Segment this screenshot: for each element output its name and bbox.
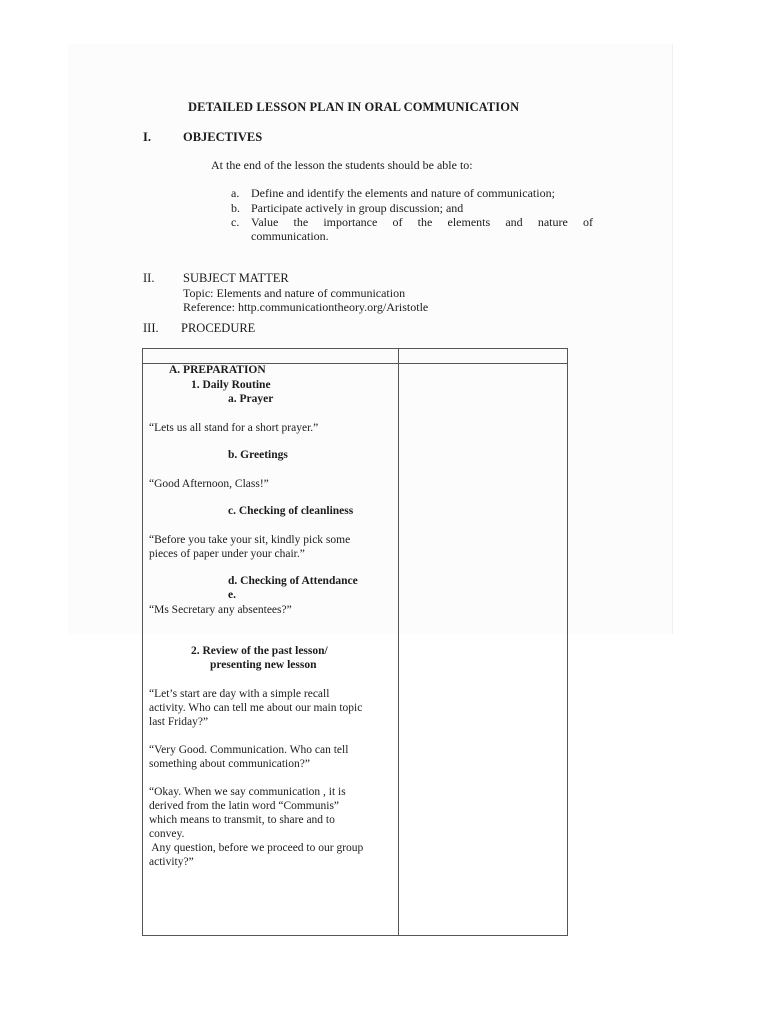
procedure-table — [142, 348, 568, 936]
objective-a-text: Define and identify the elements and nature of communication; — [251, 186, 555, 200]
attendance-line: “Ms Secretary any absentees?” — [149, 604, 292, 616]
very-good-line-2: something about communication?” — [149, 758, 310, 770]
okay-line-2: derived from the latin word “Communis” — [149, 800, 340, 812]
greetings-heading: b. Greetings — [228, 449, 288, 461]
okay-line-6: activity?” — [149, 856, 194, 868]
cleanliness-heading: c. Checking of cleanliness — [228, 505, 354, 517]
very-good-line-1: “Very Good. Communication. Who can tell — [149, 744, 349, 756]
word: of — [583, 215, 593, 229]
document-title: DETAILED LESSON PLAN IN ORAL COMMUNICATION — [188, 100, 520, 114]
okay-line-5: Any question, before we proceed to our group — [149, 842, 364, 854]
prayer-line: “Lets us all stand for a short prayer.” — [149, 422, 319, 434]
objectives-intro: At the end of the lesson the students should be able to: — [211, 158, 473, 172]
review-heading-1: 2. Review of the past lesson/ — [191, 645, 328, 657]
daily-routine-heading: 1. Daily Routine — [191, 379, 271, 391]
recall-line-1: “Let’s start are day with a simple recall — [149, 688, 330, 700]
objectives-heading: OBJECTIVES — [183, 130, 263, 144]
objectives-numeral: I. — [143, 130, 151, 144]
word: and — [505, 215, 523, 229]
subject-topic: Topic: Elements and nature of communication — [183, 286, 406, 300]
objective-c-continuation: communication. — [251, 229, 329, 243]
recall-line-2: activity. Who can tell me about our main topic — [149, 702, 363, 714]
cleanliness-line-2: pieces of paper under your chair.” — [149, 548, 305, 560]
prayer-heading: a. Prayer — [228, 393, 274, 405]
okay-line-3: which means to transmit, to share and to — [149, 814, 335, 826]
word: the — [293, 215, 309, 229]
subject-reference: Reference: http.communicationtheory.org/Aristotle — [183, 300, 429, 314]
word: elements — [447, 215, 491, 229]
word: the — [417, 215, 433, 229]
objective-b-letter: b. — [231, 201, 240, 215]
greetings-line: “Good Afternoon, Class!” — [149, 478, 269, 490]
subject-numeral: II. — [143, 271, 155, 285]
word: of — [392, 215, 403, 229]
cleanliness-line-1: “Before you take your sit, kindly pick some — [149, 534, 351, 546]
preparation-heading: A. PREPARATION — [169, 364, 266, 376]
procedure-numeral: III. — [143, 321, 159, 335]
subject-heading: SUBJECT MATTER — [183, 271, 289, 285]
objective-c-text — [251, 215, 593, 230]
column-divider — [398, 349, 399, 935]
attendance-e: e. — [228, 589, 236, 601]
okay-line-1: “Okay. When we say communication , it is — [149, 786, 346, 798]
objective-b-text: Participate actively in group discussion; and — [251, 201, 464, 215]
word: nature — [537, 215, 568, 229]
okay-line-4: convey. — [149, 828, 185, 840]
word: importance — [323, 215, 378, 229]
attendance-heading: d. Checking of Attendance — [228, 575, 358, 587]
objective-c-letter: c. — [231, 215, 240, 229]
objective-a-letter: a. — [231, 186, 240, 200]
procedure-heading: PROCEDURE — [181, 321, 256, 335]
word: Value — [251, 215, 279, 229]
recall-line-3: last Friday?” — [149, 716, 209, 728]
review-heading-2: presenting new lesson — [210, 659, 317, 671]
